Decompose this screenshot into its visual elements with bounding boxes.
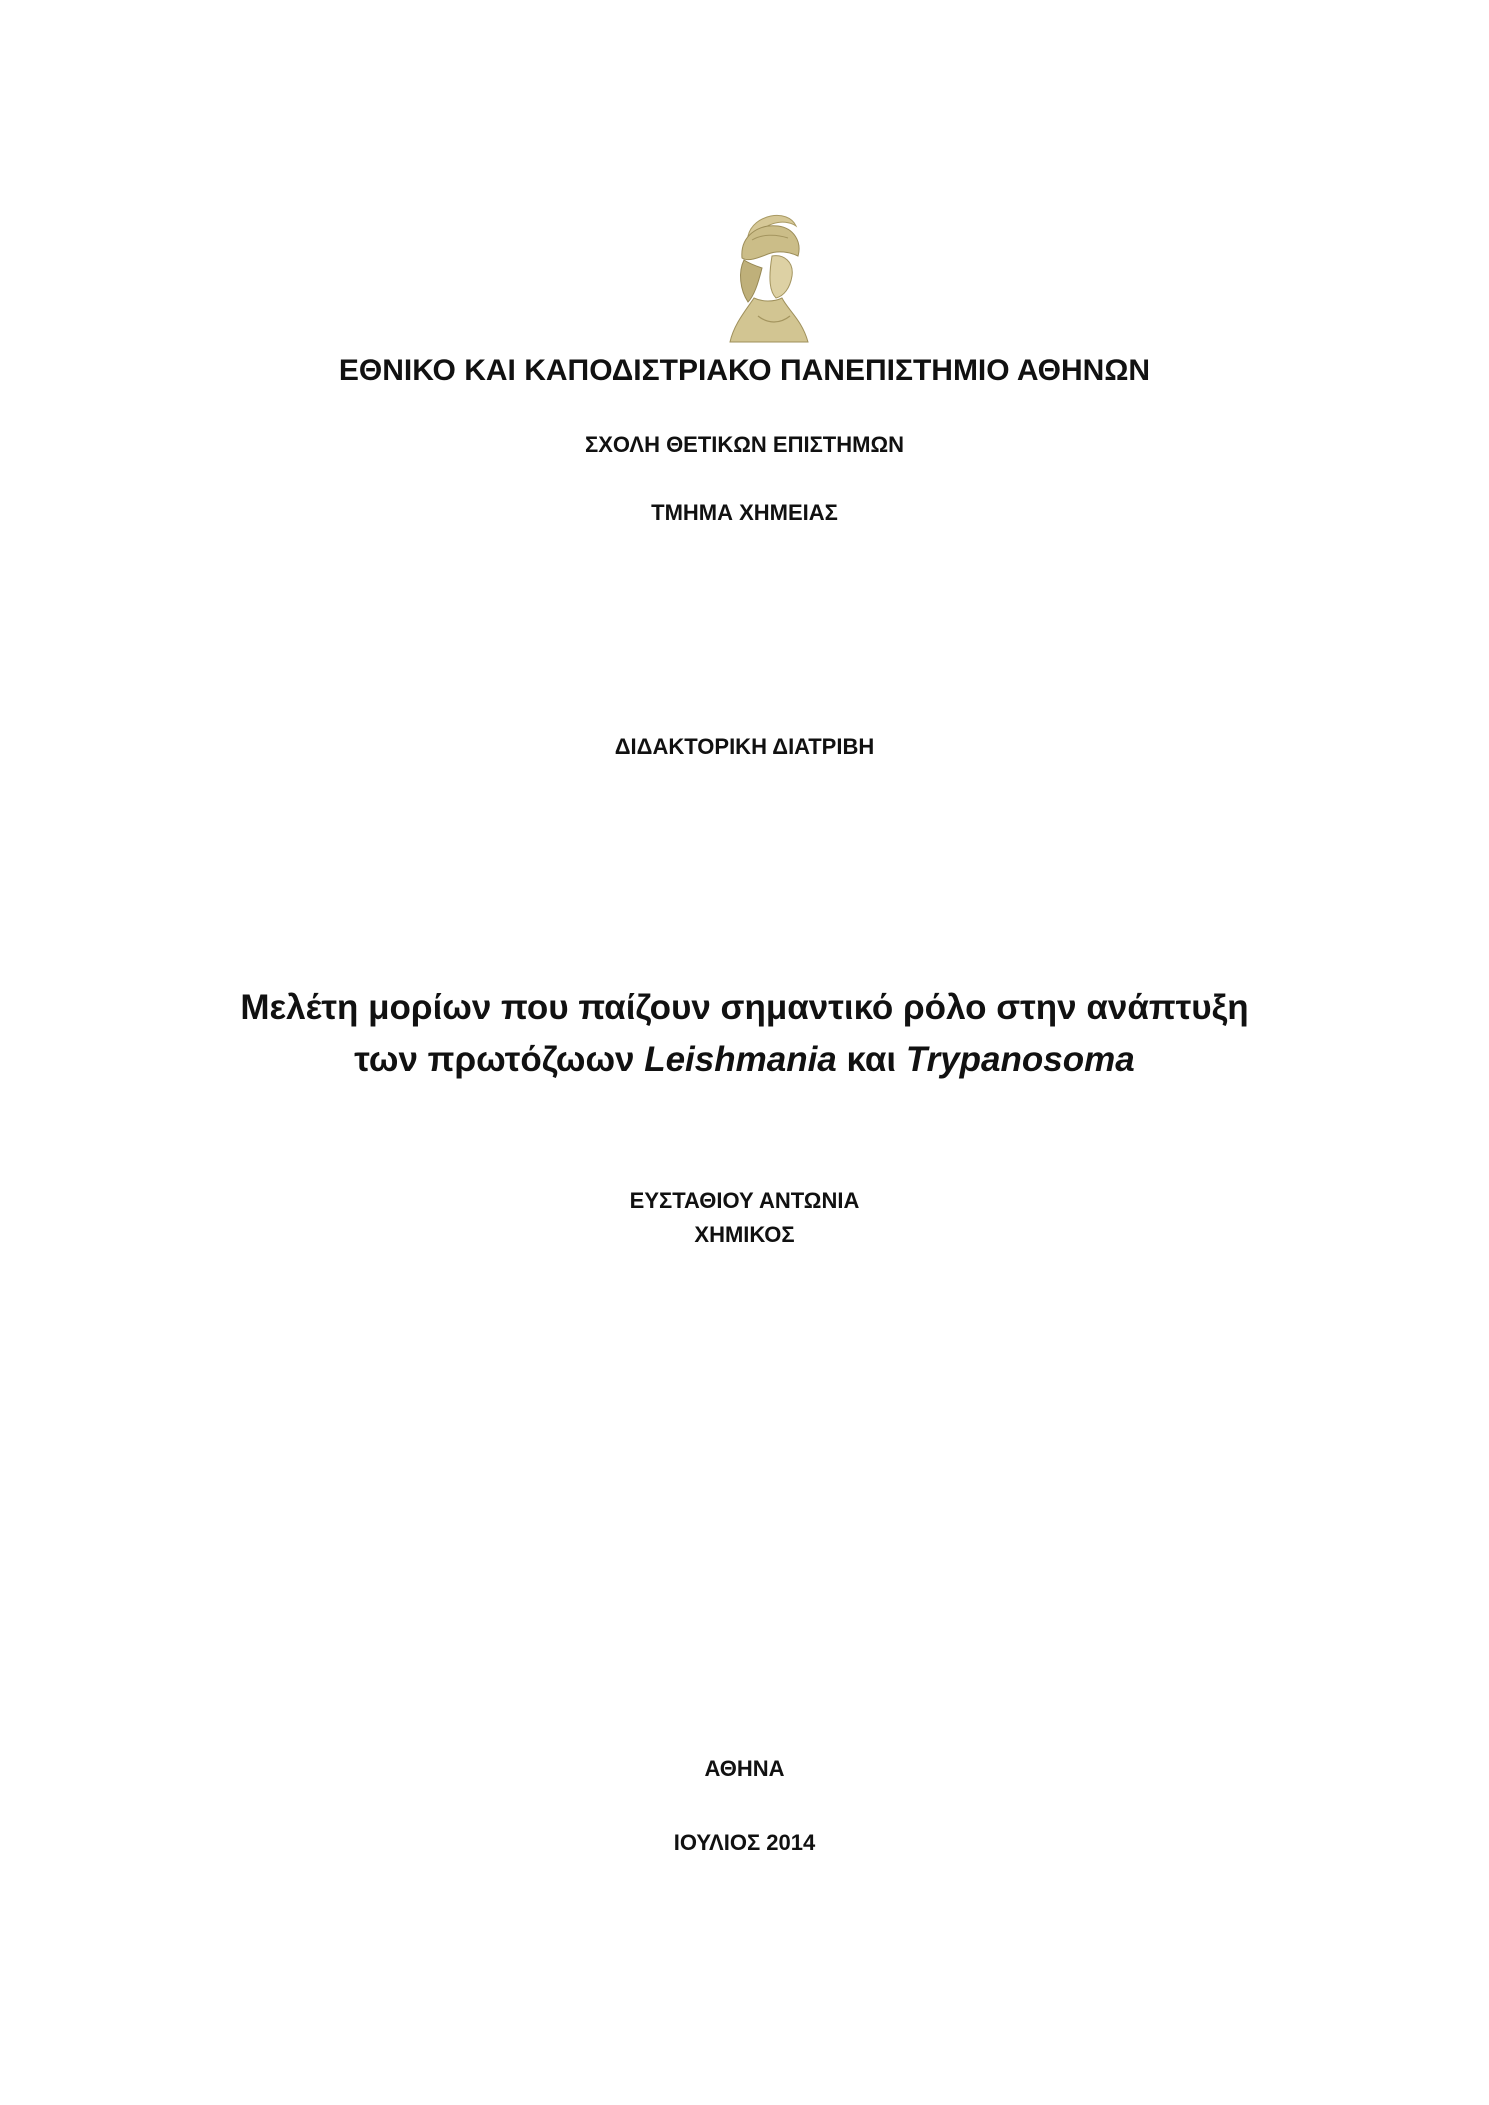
school-name: ΣΧΟΛΗ ΘΕΤΙΚΩΝ ΕΠΙΣΤΗΜΩΝ bbox=[585, 432, 904, 457]
title-genus-leishmania: Leishmania bbox=[644, 1040, 837, 1079]
title-genus-trypanosoma: Trypanosoma bbox=[905, 1040, 1135, 1079]
thesis-title-line-1: Μελέτη μορίων που παίζουν σημαντικό ρόλο στην ανάπτυξη bbox=[240, 988, 1249, 1027]
university-name: ΕΘΝΙΚΟ ΚΑΙ ΚΑΠΟΔΙΣΤΡΙΑΚΟ ΠΑΝΕΠΙΣΤΗΜΙΟ ΑΘΗΝΩΝ bbox=[338, 354, 1151, 387]
date: ΙΟΥΛΙΟΣ 2014 bbox=[673, 1830, 816, 1855]
department-name: ΤΜΗΜΑ ΧΗΜΕΙΑΣ bbox=[651, 500, 838, 525]
author-profession: ΧΗΜΙΚΟΣ bbox=[694, 1222, 795, 1247]
title-prefix: των πρωτόζωων bbox=[354, 1040, 645, 1079]
author-name: ΕΥΣΤΑΘΙΟΥ ΑΝΤΩΝΙΑ bbox=[629, 1188, 860, 1213]
athena-head-icon bbox=[718, 206, 818, 346]
document-type: ΔΙΔΑΚΤΟΡΙΚΗ ΔΙΑΤΡΙΒΗ bbox=[614, 734, 875, 759]
city: ΑΘΗΝΑ bbox=[704, 1756, 785, 1781]
title-conjunction: και bbox=[836, 1040, 906, 1079]
thesis-title-line-2 bbox=[0, 1040, 1489, 1080]
